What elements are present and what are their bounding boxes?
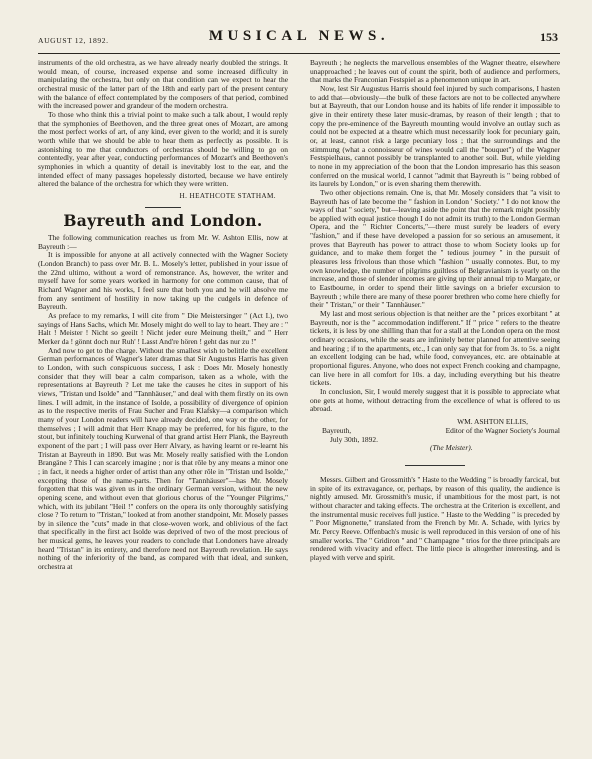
section-divider bbox=[145, 207, 181, 208]
header-rule bbox=[38, 53, 560, 54]
paragraph: It is impossible for anyone at all actively connected with the Wagner Society (London Branch) to pass over Mr. B. L. Mosely's letter, published in your issue of the 22nd ultimo, without a word of remonstrance. As, however, the writer and myself have for some years worked in harmony for one common cause, that of Richard Wagner and his works, I feel sure that both you and he will absolve me from any sentiment of hostility in now taking up the cudgels in defence of Bayreuth. bbox=[38, 250, 288, 312]
paragraph: Two other objections remain. One is, that Mr. Mosely considers that "a visit to Bayreuth has of late become the " fashion in London ' Society.' " I do not know the ways of that " society," but—leaving aside the point that the remark might possibly be applied with equal justice though I do not admit its truth) to the London German Opera, and the " Richter Concerts,"—there must surely be leaders of every "fashion," and if these have developed a passion for so serious an amusement, it proves that Bayreuth has power to attract those to whom Society looks up for guidance, and to make them forget the " tedious journey " in the pursuit of pleasures less frivolous than those which "fashion " usually connotes. But, to my own knowledge, the number of pilgrims guiltless of Belgravianism is yearly on the increase, and those of slender incomes are giving up their annual trip to Margate, or to Eastbourne, in order to spend their little savings on a briefer excursion to Bayreuth ; while there are many of these poorer brethren who come here chiefly for their " Tristan," or their " Tannhäuser." bbox=[310, 187, 560, 310]
letter-signature bbox=[310, 418, 560, 453]
paragraph: To those who think this a trivial point to make such a talk about, I would reply that the symphonies of Beethoven, and the three great ones of Mozart, are among the most perfect works of art, of any kind, ever given to the world; and it is surely worth while that we should be able to hear them as perfectly as possible. It is astonishing to me that conductors of orchestras should be willing to go on contentedly, year after year, conducting performances of Mozart's and Beethoven's symphonies in which a quantity of detail is inevitably lost to the ear, and the intended effect of many passages hopelessly distorted, because we have entirely altered the balance of the orchestra for which they were written. bbox=[38, 109, 288, 189]
left-column bbox=[38, 59, 288, 741]
paragraph: And now to get to the charge. Without the smallest wish to belittle the excellent German performances of Wagner's later dramas that Sir Augustus Harris has given to London, with such conspicuous success, I ask : Does Mr. Mosely honestly consider that they will bear a calm comparison, taken as a whole, with the representations at Bayreuth ? Let me take the causes he cites in support of his views, "Tristan und Isolde" and "Tannhäuser," and deal with them firstly on its own lines. I will admit, in the instance of Isolde, a possibility of divergence of opinion as to the respective merits of Frau Sucher and Frau Klafsky—a comparison which many of your London readers will have already decided, one way or the other, for themselves ; I will admit that Herr Knapp may be preferred, for his figure, to the stout, but infinitely touching Kurwenal of that grand artist Herr Plank, the Bayreuth exponent of the part ; I will pass over Herr Alvary, as having learnt or re-learnt his Tristan at Bayreuth in 1890. But was Mr. Mosely really satisfied with the London Brangäne ? This I can scarcely imagine ; nor is that rôle by any means a minor one ; in fact, it needs a higher order of artist than any other rôle in "Tristan und Isolde," excepting those of the name-parts. Then for "Tannhäuser"—has Mr. Mosely forgotten that this was given us in the ordinary German version, without the new opening scene, and without even that glorious chorus of the "Younger Pilgrims," which, with its jubilant "Heil !" confers on the opera its only thoroughly satisfying close ? To return to "Tristan," looked at from another standpoint, Mr. Mosely passes by in silence the "cuts" made in that close-woven work, and oblivious of the fact that specifically in the first act Isolde was deprived of two of the most precious of her musical gems, he leaves your readers to conclude that Londoners have already heard "Tristan" in its entirety, and therefore need not Bayreuth revelation. He says nothing of the inferiority of the band, as compared with that ideal, and sunken, orchestra at bbox=[38, 345, 288, 572]
signature-role: Editor of the Wagner Society's Journal bbox=[445, 425, 560, 435]
page-number: 153 bbox=[540, 30, 558, 44]
paragraph: My last and most serious objection is that neither are the " prices exorbitant " at Bayreuth, nor is the " accommodation indifferent." If " price " refers to the theatre tickets, it is less by one shilling than that for a stall at the London opera on the most ordinary occasions, while the seats are infinitely better planned for attentive seeing and hearing ; if to the apartments, etc., I can only say that for from 3s. to 5s. a night an excellent lodging can be had, while food, conveyances, etc. are obtainable at proportional figures. Anyone, who does not expect French cooking and champagne, can live here in all comfort for 10s. a day, including everything but his theatre tickets. bbox=[310, 309, 560, 388]
paragraph: Bayreuth ; he neglects the marvellous ensembles of the Wagner theatre, elsewhere unapproached ; he leaves out of count the spirit, both of audience and performers, that marks the Franconian Festspiel as a phenomenon unique in art. bbox=[310, 59, 560, 85]
paragraph: In conclusion, Sir, I would merely suggest that it is possible to appreciate what one gets at home, without detracting from the excellence of what is offered to us abroad. bbox=[310, 386, 560, 414]
paragraph: Now, lest Sir Augustus Harris should feel injured by such comparisons, I hasten to add that—obviously—the bulk of these factors are not to be collected anywhere but at Bayreuth, that our London house and its habits of life render it impossible to give in their entirety these later music-dramas, by reason of their length ; that to copy the pre-eminence of the Bayreuth mounting would involve an outlay such as could not be expected at a theatre which must necessarily look for pecuniary gain, or, at least, cannot risk a large pecuniary loss ; that the surroundings and the stimmung (what a connoisseur of wines would call the "bouquet") of the Wagner Festspielhaus, cannot possibly be transplanted to another soil. But, while yielding to none in my appreciation of the boon that the London impresario has this season conferred on the musical world, I cannot "admit that Bayreuth is " being robbed of its laurels by London," or is even sharing them therewith. bbox=[310, 83, 560, 189]
paragraph: As preface to my remarks, I will cite from " Die Meistersinger " (Act I.), two sayings of Hans Sachs, which Mr. Mosely might do well to lay to heart. They are : " Halt ! Meister ! Nicht so geeilt ! Nicht jeder eure Meinung theilt," and " Herr Merker da ! gönnt doch nur Ruh' ! Lasst And're hören ! geht das nur zu !" bbox=[38, 311, 288, 347]
paragraph: instruments of the old orchestra, as we have already nearly doubled the strings. It would mean, of course, increased expense and some increased difficulty in manipulating the orchestra, but only on that condition can we expect to hear the orchestral music of the latter part of the 18th and early part of the present century with the balance of effect contemplated by the composers of that period, combined with the increased power and grandeur of the modern orchestra. bbox=[38, 59, 288, 111]
issue-date: AUGUST 12, 1892. bbox=[38, 36, 109, 45]
signatory-name: WM. ASHTON ELLIS, bbox=[457, 416, 528, 426]
author-signature: H. HEATHCOTE STATHAM. bbox=[179, 191, 276, 200]
signature-place: Bayreuth, bbox=[322, 425, 352, 435]
right-column bbox=[310, 59, 560, 741]
article-intro: The following communication reaches us from Mr. W. Ashton Ellis, now at Bayreuth :— bbox=[38, 233, 288, 251]
signature-journal: (The Meister). bbox=[430, 443, 473, 453]
text-columns bbox=[38, 59, 560, 741]
signature-date: July 30th, 1892. bbox=[330, 434, 378, 444]
section-divider bbox=[405, 465, 465, 466]
paragraph: Messrs. Gilbert and Grossmith's " Haste to the Wedding " is broadly farcical, but in spite of its extravagance, or, perhaps, by reason of this quality, the audience is nightly amused. Mr. Grossmith's music, if unambitious for the most part, is not without character and taking effects. The orchestra at the Criterion is excellent, and the instrumental music receives full justice. " Haste to the Wedding " is preceded by " Poor Mignonette," translated from the French by Mr. A. Schade, with lyrics by Mr. Percy Reeve. Offenbach's music is well reproduced in this version of one of his smaller works. The " Gridiron " and " Champagne " trios for the three principals are rendered with vivacity and effect. The little piece is altogether interesting, and is played with verve and spirit. bbox=[310, 475, 560, 562]
page-header bbox=[38, 28, 560, 50]
masthead-title: MUSICAL NEWS. bbox=[208, 28, 390, 44]
article-title: Bayreuth and London. bbox=[63, 210, 263, 230]
